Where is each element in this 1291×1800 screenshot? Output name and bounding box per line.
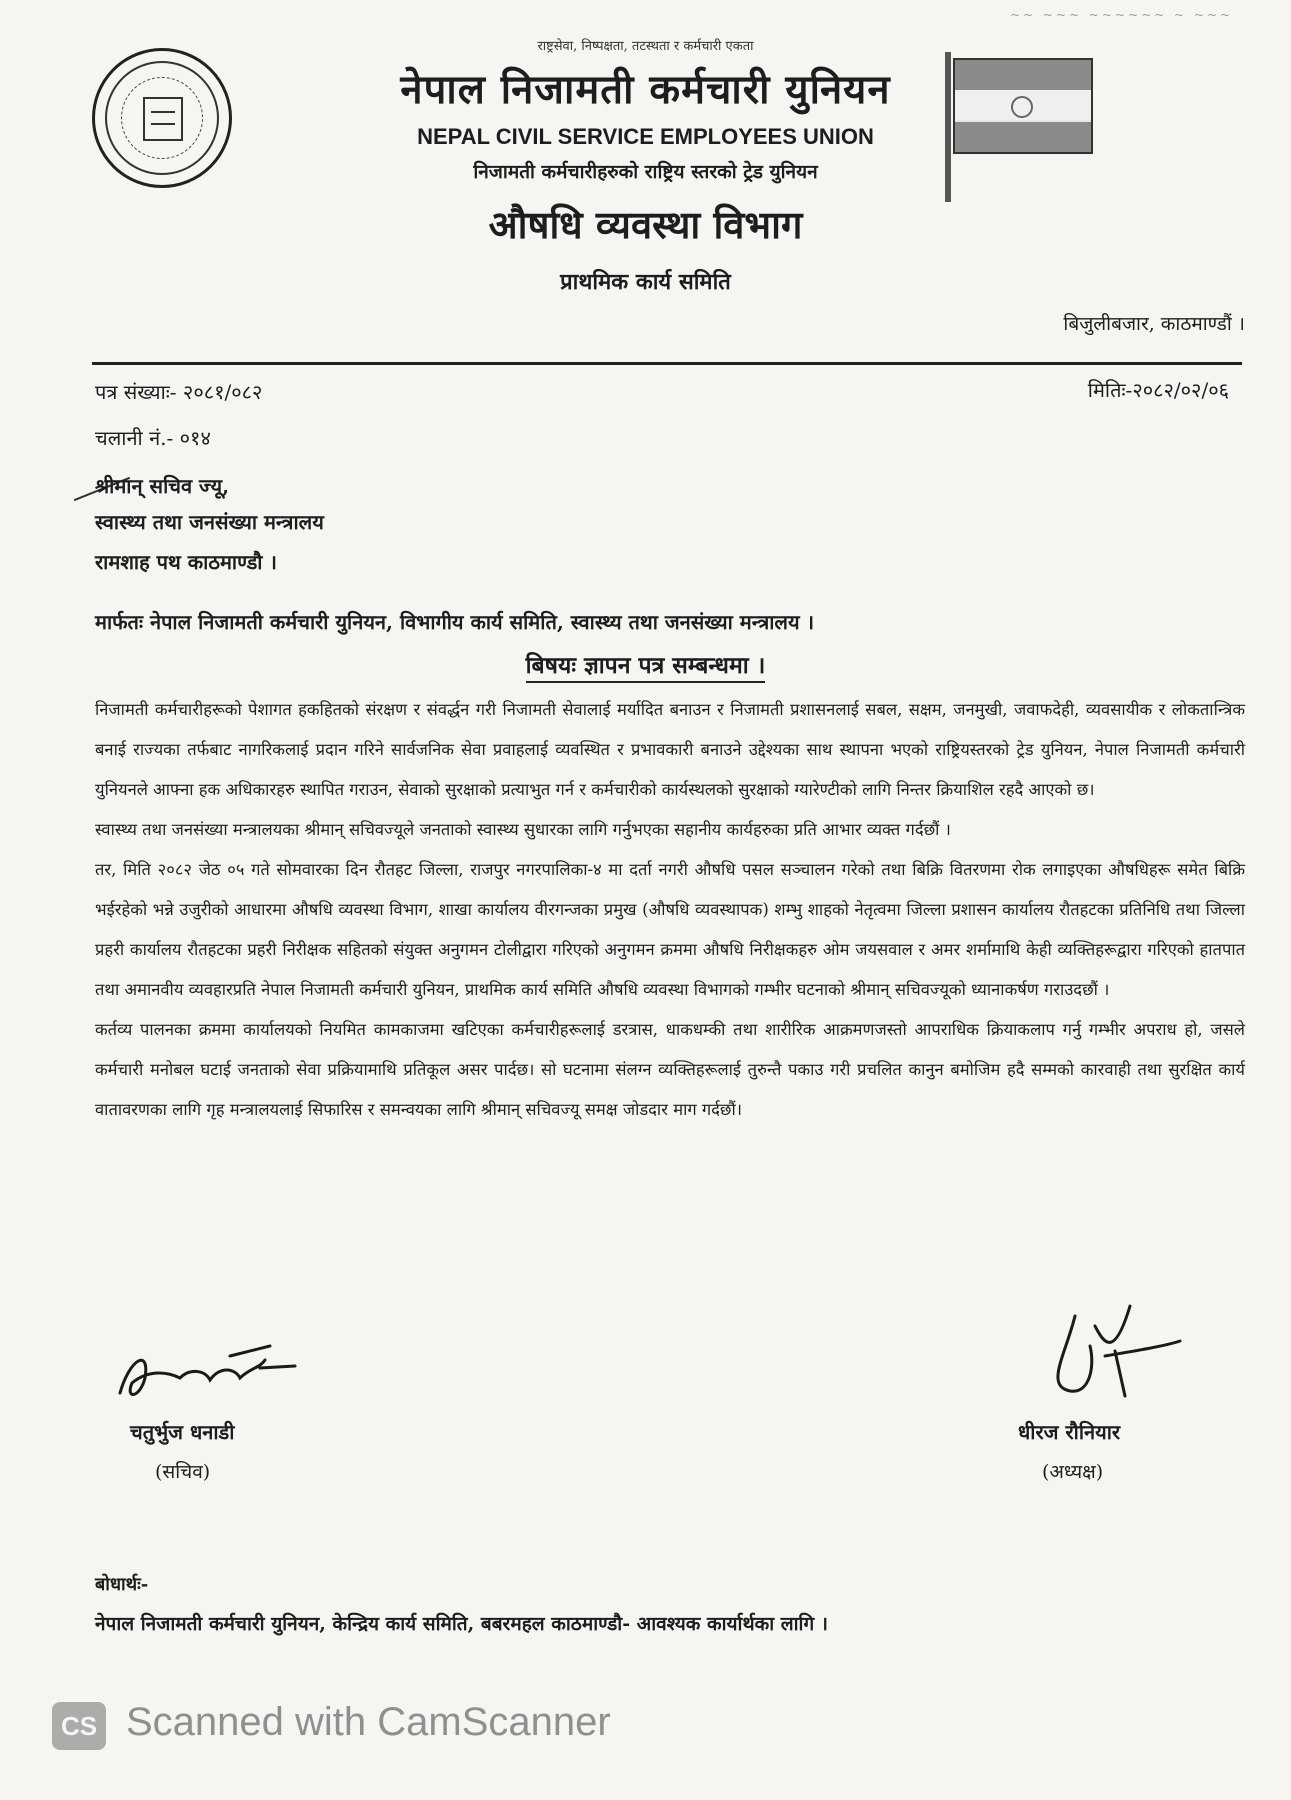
chairman-signature bbox=[1035, 1296, 1185, 1406]
org-name-english: NEPAL CIVIL SERVICE EMPLOYEES UNION bbox=[417, 124, 874, 149]
cc-label: बोधार्थः- bbox=[95, 1574, 149, 1595]
header-divider bbox=[92, 362, 1242, 365]
secretary-name: चतुर्भुज धनाडी bbox=[130, 1420, 235, 1444]
cc-recipient: नेपाल निजामती कर्मचारी युनियन, केन्द्रिय कार्य समिति, बबरमहल काठमाण्डौ- आवश्यक कार्यार्थका लागि । bbox=[95, 1613, 828, 1635]
secretary-signature bbox=[110, 1338, 310, 1408]
union-motto: राष्ट्रसेवा, निष्पक्षता, तटस्थता र कर्मचारी एकता bbox=[537, 39, 754, 54]
dispatch-number: चलानी नं.- ०१४ bbox=[95, 426, 211, 450]
body-paragraph-1: निजामती कर्मचारीहरूको पेशागत हकहितको संरक्षण र संवर्द्धन गरी निजामती सेवालाई मर्यादित बनाउन र निजामती प्रशासनलाई सबल, सक्षम, जनमुखी, जवाफदेही, व्यवसायीक र लोकतान्त्रिक बनाई राज्यका तर्फबाट नागरिकलाई प्रदान गरिने सार्वजनिक सेवा प्रवाहलाई व्यवस्थित र प्रभावकारी बनाउने उद्देश्यका साथ स्थापना भएको राष्ट्रियस्तरको ट्रेड युनियन, नेपाल निजामती कर्मचारी युनियनले आफ्ना हक अधिकारहरु स्थापित गराउन, सेवाको सुरक्षाको प्रत्याभुत गर्न र कर्मचारीको कार्यस्थलको सुरक्षाको ग्यारेण्टीको लागि निन्तर क्रियाशिल रहदै आएको छ। bbox=[95, 700, 1245, 799]
department-name: औषधि व्यवस्था विभाग bbox=[488, 202, 803, 247]
office-location: बिजुलीबजार, काठमाण्डौं । bbox=[1063, 313, 1245, 335]
addressee-ministry: स्वास्थ्य तथा जनसंख्या मन्त्रालय bbox=[95, 510, 324, 534]
addressee-address: रामशाह पथ काठमाण्डौ । bbox=[95, 550, 278, 574]
secretary-title: (सचिव) bbox=[155, 1461, 211, 1483]
committee-name: प्राथमिक कार्य समिति bbox=[560, 269, 731, 295]
letter-body bbox=[95, 690, 1245, 1130]
subject-line bbox=[0, 648, 1291, 680]
via-line: मार्फतः नेपाल निजामती कर्मचारी युनियन, विभागीय कार्य समिति, स्वास्थ्य तथा जनसंख्या मन्त्रालय । bbox=[95, 610, 815, 634]
org-name-nepali: नेपाल निजामती कर्मचारी युनियन bbox=[400, 66, 891, 113]
body-paragraph-2: स्वास्थ्य तथा जनसंख्या मन्त्रालयका श्रीमान् सचिवज्यूले जनताको स्वास्थ्य सुधारका लागि गर्नुभएका सहानीय कार्यहरुका प्रति आभार व्यक्त गर्दछौं । bbox=[95, 820, 951, 839]
org-subtitle: निजामती कर्मचारीहरुको राष्ट्रिय स्तरको ट्रेड युनियन bbox=[473, 161, 818, 183]
corner-mark: ~~ ~~~ ~~~~~~ ~ ~~~ bbox=[1010, 8, 1234, 22]
chairman-title: (अध्यक्ष) bbox=[1042, 1461, 1104, 1483]
letter-number: पत्र संख्याः- २०८१/०८२ bbox=[95, 380, 263, 404]
body-paragraph-3: तर, मिति २०८२ जेठ ०५ गते सोमवारका दिन रौतहट जिल्ला, राजपुर नगरपालिका-४ मा दर्ता नगरी औषधि पसल सञ्चालन गरेको तथा बिक्रि वितरणमा रोक लगाइएका औषधिहरू समेत बिक्रि भईरहेको भन्ने उजुरीको आधारमा औषधि व्यवस्था विभाग, शाखा कार्यालय वीरगन्जका प्रमुख (औषधि व्यवस्थापक) शम्भु शाहको नेतृत्वमा जिल्ला प्रशासन कार्यालय रौतहटका प्रतिनिधि तथा जिल्ला प्रहरी कार्यालय रौतहटका प्रहरी निरीक्षक सहितको संयुक्त अनुगमन टोलीद्वारा गरिएको अनुगमन क्रममा औषधि निरीक्षकहरु ओम जयसवाल र अमर शर्मामाथि केही व्यक्तिहरूद्वारा गरिएको हातपात तथा अमानवीय व्यवहारप्रति नेपाल निजामती कर्मचारी युनियन, प्राथमिक कार्य समिति औषधि व्यवस्था विभागको गम्भीर घटनाको श्रीमान् सचिवज्यूको ध्यानाकर्षण गराउदछौं । bbox=[95, 860, 1245, 999]
body-paragraph-4: कर्तव्य पालनका क्रममा कार्यालयको नियमित कामकाजमा खटिएका कर्मचारीहरूलाई डरत्रास, धाकधम्की तथा शारीरिक आक्रमणजस्तो आपराधिक क्रियाकलाप गर्नु गम्भीर अपराध हो, जसले कर्मचारी मनोबल घटाई जनताको सेवा प्रक्रियामाथि प्रतिकूल असर पार्दछ। सो घटनामा संलग्न व्यक्तिहरूलाई तुरुन्तै पकाउ गरी प्रचलित कानुन बमोजिम हदै सम्मको कारवाही तथा सुरक्षित कार्य वातावरणका लागि गृह मन्त्रालयलाई सिफारिस र समन्वयका लागि श्रीमान् सचिवज्यू समक्ष जोडदार माग गर्दछौं। bbox=[95, 1020, 1245, 1119]
camscanner-watermark: Scanned with CamScanner bbox=[126, 1700, 611, 1744]
addressee-title: श्रीमान् सचिव ज्यू, bbox=[95, 474, 230, 498]
subject-text: बिषयः ज्ञापन पत्र सम्बन्धमा । bbox=[526, 652, 766, 683]
letter-date: मितिः-२०८२/०२/०६ bbox=[1087, 378, 1229, 402]
camscanner-logo-icon: CS bbox=[52, 1702, 106, 1750]
chairman-name: धीरज रौनियार bbox=[1018, 1420, 1121, 1444]
